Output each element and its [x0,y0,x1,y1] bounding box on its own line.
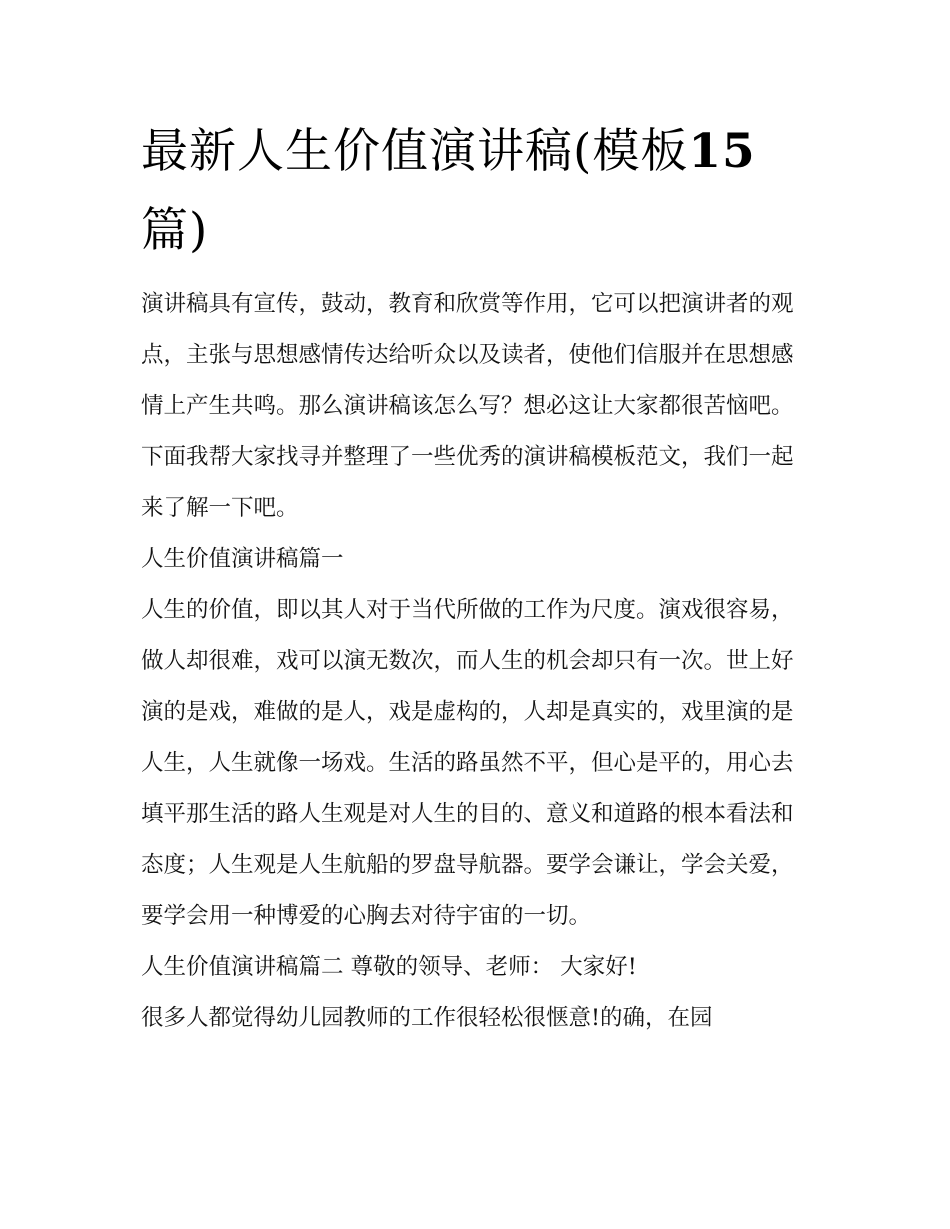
intro-paragraph: 演讲稿具有宣传，鼓动，教育和欣赏等作用，它可以把演讲者的观点，主张与思想感情传达给听众以及读者，使他们信服并在思想感情上产生共鸣。那么演讲稿该怎么写？想必这让大家都很苦恼吧。下面我帮大家找寻并整理了一些优秀的演讲稿模板范文，我们一起来了解一下吧。 [141,291,794,521]
section-1-paragraph: 人生的价值，即以其人对于当代所做的工作为尺度。演戏很容易，做人却很难，戏可以演无数次，而人生的机会却只有一次。世上好演的是戏，难做的是人，戏是虚构的，人却是真实的，戏里演的是人生，人生就像一场戏。生活的路虽然不平，但心是平的，用心去填平那生活的路人生观是对人生的目的、意义和道路的根本看法和态度；人生观是人生航船的罗盘导航器。要学会谦让，学会关爱，要学会用一种博爱的心胸去对待宇宙的一切。 [141,597,794,929]
document-title: 最新人生价值演讲稿(模板15篇) [141,124,756,258]
section-2-paragraph: 很多人都觉得幼儿园教师的工作很轻松很惬意!的确，在园 [141,1005,713,1031]
document-body [141,279,813,1044]
section-heading-2: 人生价值演讲稿篇二 尊敬的领导、老师： 大家好! [141,954,637,980]
section-heading-1: 人生价值演讲稿篇一 [141,546,344,572]
